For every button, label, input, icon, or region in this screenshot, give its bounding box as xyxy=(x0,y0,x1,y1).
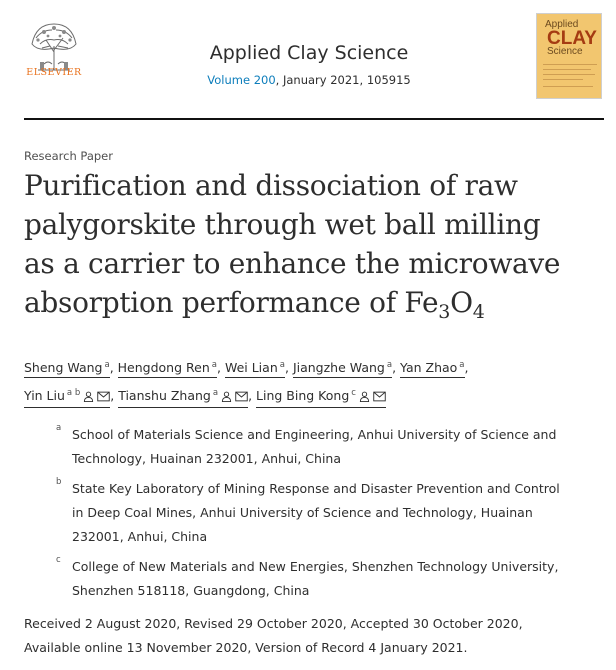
author-separator: , xyxy=(464,360,469,375)
author-separator: , xyxy=(248,388,253,403)
person-icon xyxy=(83,389,94,406)
author-name: Jiangzhe Wang xyxy=(292,360,385,375)
affiliation-a xyxy=(56,423,606,471)
affiliation-text: School of Materials Science and Engineering, Anhui University of Science and Technology, Huainan 232001, Anhui, China xyxy=(72,427,557,466)
affiliation-label: a xyxy=(56,423,62,433)
affiliation-ref: c xyxy=(351,387,356,398)
person-icon xyxy=(221,389,232,406)
author-link[interactable] xyxy=(24,385,110,408)
affiliations xyxy=(56,423,606,609)
article-title xyxy=(24,166,604,332)
mail-icon xyxy=(97,389,110,406)
author-separator: , xyxy=(216,360,221,375)
affiliation-ref: a xyxy=(212,387,219,398)
affiliation-ref: a b xyxy=(66,387,81,398)
author-link[interactable] xyxy=(24,357,110,378)
history-line: Received 2 August 2020, Revised 29 October 2020, Accepted 30 October 2020, xyxy=(24,616,523,631)
author-link[interactable] xyxy=(256,385,386,408)
affiliation-ref: a xyxy=(386,359,393,370)
cover-word-science: Science xyxy=(547,46,583,57)
history-line: Available online 13 November 2020, Version of Record 4 January 2021. xyxy=(24,640,468,655)
affiliation-text: State Key Laboratory of Mining Response and Disaster Prevention and Control in Deep Coal Mines, Anhui University of Science and Technology, Huainan 232001, Anhui, China xyxy=(72,481,560,544)
journal-cover-thumbnail[interactable] xyxy=(536,13,602,99)
author-name: Wei Lian xyxy=(224,360,278,375)
affiliation-b xyxy=(56,477,606,549)
affiliation-c xyxy=(56,555,606,603)
title-line: Purification and dissociation of raw xyxy=(24,169,518,202)
affiliation-ref: a xyxy=(279,359,285,370)
person-icon xyxy=(359,389,370,406)
article-header xyxy=(0,0,616,120)
cover-word-applied: Applied xyxy=(545,19,579,30)
journal-issue xyxy=(150,73,468,87)
author-separator: , xyxy=(392,360,397,375)
author-list xyxy=(24,355,594,413)
author-separator: , xyxy=(110,388,115,403)
author-link[interactable] xyxy=(118,385,248,408)
issue-info: , January 2021, 105915 xyxy=(275,73,411,87)
publication-history xyxy=(24,612,604,660)
author-name: Yin Liu xyxy=(24,388,65,403)
title-subscript: 3 xyxy=(438,301,451,323)
title-subscript: 4 xyxy=(472,301,485,323)
author-name: Ling Bing Kong xyxy=(256,388,350,403)
author-link[interactable] xyxy=(118,357,217,378)
title-text: O xyxy=(450,286,473,319)
affiliation-ref: a xyxy=(459,359,465,370)
affiliation-label: c xyxy=(56,555,61,565)
journal-title[interactable]: Applied Clay Science xyxy=(209,42,409,64)
affiliation-ref: a xyxy=(104,359,110,370)
author-link[interactable] xyxy=(400,357,464,378)
article-type: Research Paper xyxy=(24,149,113,163)
author-link[interactable] xyxy=(225,357,285,378)
mail-icon xyxy=(373,389,386,406)
author-name: Sheng Wang xyxy=(24,360,103,375)
author-separator: , xyxy=(284,360,289,375)
mail-icon xyxy=(235,389,248,406)
title-line: palygorskite through wet ball milling xyxy=(24,208,541,241)
author-link[interactable] xyxy=(293,357,392,378)
author-name: Hengdong Ren xyxy=(117,360,210,375)
title-line: absorption performance of Fe xyxy=(24,286,439,319)
publisher-logo-text: ELSEVIER xyxy=(26,67,82,78)
cover-word-clay: CLAY xyxy=(547,28,597,49)
title-line: as a carrier to enhance the microwave xyxy=(24,247,561,280)
author-name: Tianshu Zhang xyxy=(118,388,211,403)
author-separator: , xyxy=(109,360,114,375)
affiliation-ref: a xyxy=(211,359,217,370)
header-divider xyxy=(24,118,604,120)
affiliation-text: College of New Materials and New Energies, Shenzhen Technology University, Shenzhen 518118, Guangdong, China xyxy=(72,559,559,598)
volume-link[interactable]: Volume 200 xyxy=(207,73,276,87)
author-name: Yan Zhao xyxy=(400,360,458,375)
affiliation-label: b xyxy=(56,477,62,487)
